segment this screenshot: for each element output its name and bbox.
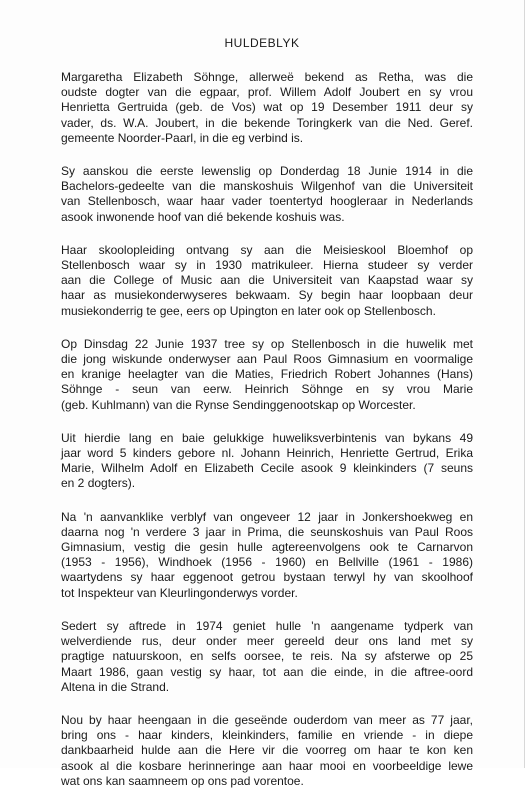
text-line: van Stellenbosch, waar haar vader toentertyd hoogleraar in Nederlands [61, 194, 473, 209]
text-line: welverdiende rus, deur onder meer gereeld deur ons land met sy [61, 634, 473, 649]
text-line: en kranige heelagter van die Maties, Friedrich Robert Johannes (Hans) [61, 367, 473, 382]
text-line: musiekonderrig te gee, eers op Upington en later ook op Stellenbosch. [61, 303, 436, 318]
paragraph-6 [61, 510, 473, 601]
paragraph-8 [61, 713, 473, 789]
text-line: jaar word 5 kinders gebore nl. Johann Heinrich, Henriette Gertrud, Erika [61, 446, 473, 461]
text-line: Maart 1986, gaan vestig sy haar, tot aan die einde, in die aftree-oord [61, 664, 473, 679]
text-line: aan die College of Music aan die Universiteit van Kaapstad waar sy [61, 273, 473, 288]
text-line: Gimnasium, vestig die gesin hulle agtereenvolgens ook te Carnarvon [61, 540, 473, 555]
paragraph-1 [61, 70, 473, 146]
paragraph-7 [61, 619, 473, 695]
text-line: pragtige natuurskoon, en selfs oorsee, te reis. Na sy afsterwe op 25 [61, 649, 473, 664]
text-line: Sy aanskou die eerste lewenslig op Donderdag 18 Junie 1914 in die [61, 164, 473, 179]
text-line: Op Dinsdag 22 Junie 1937 tree sy op Stellenbosch in die huwelik met [61, 336, 473, 351]
text-line: Stellenbosch waar sy in 1930 matrikuleer. Hierna studeer sy verder [61, 258, 473, 273]
text-line: bring ons - haar kinders, kleinkinders, familie en vriende - in diepe [61, 728, 473, 743]
text-line: Uit hierdie lang en baie gelukkige huweliksverbintenis van bykans 49 [61, 430, 473, 445]
text-line: tot Inspekteur van Kleurlingonderwys vorder. [61, 585, 298, 600]
text-line: wat ons kan saamneem op ons pad vorentoe. [61, 773, 304, 788]
paragraph-3 [61, 243, 473, 319]
text-line: Bachelors-gedeelte van die manskoshuis Wilgenhof van die Universiteit [61, 179, 473, 194]
paragraph-2 [61, 164, 473, 225]
paragraph-4 [61, 337, 473, 413]
page-title: HULDEBLYK [224, 36, 300, 50]
text-line: asook inwonende hoof van dié bekende koshuis was. [61, 209, 345, 224]
text-line: waartydens sy haar eggenoot getrou bystaan terwyl hy van skoolhoof [61, 570, 473, 585]
text-line: Sedert sy aftrede in 1974 geniet hulle 'n aangename tydperk van [61, 618, 473, 633]
text-line: die jong wiskunde onderwyser aan Paul Roos Gimnasium en voormalige [61, 352, 473, 367]
text-line: Altena in die Strand. [61, 679, 170, 694]
text-line: Henrietta Gertruida (geb. de Vos) wat op 19 Desember 1911 deur sy [61, 100, 473, 115]
text-line: asook al die kosbare herinneringe aan haar mooi en voorbeeldige lewe [61, 758, 473, 773]
text-line: haar as musiekonderwyseres bekwaam. Sy begin haar loopbaan deur [61, 288, 473, 303]
text-line: gemeente Noorder-Paarl, in die eg verbind is. [61, 130, 304, 145]
text-line: Nou by haar heengaan in die geseënde ouderdom van meer as 77 jaar, [61, 712, 473, 727]
text-line: (1953 - 1956), Windhoek (1956 - 1960) en Bellville (1961 - 1986) [61, 555, 473, 570]
text-line: oudste dogter van die egpaar, prof. Willem Adolf Joubert en sy vrou [61, 85, 473, 100]
text-line: dankbaarheid hulde aan die Here vir die voorreg om haar te kon ken [61, 743, 473, 758]
text-line: (geb. Kuhlmann) van die Rynse Sendinggenootskap op Worcester. [61, 397, 416, 412]
text-line: Haar skoolopleiding ontvang sy aan die Meisieskool Bloemhof op [61, 242, 473, 257]
text-line: Marie, Wilhelm Adolf en Elizabeth Cecile asook 9 kleinkinders (7 seuns [61, 461, 473, 476]
text-line: Margaretha Elizabeth Söhnge, allerweë bekend as Retha, was die [61, 70, 473, 84]
text-line: vader, ds. W.A. Joubert, in die bekende Toringkerk van die Ned. Geref. [61, 115, 473, 130]
paragraph-5 [61, 431, 473, 492]
tribute-body [61, 70, 473, 807]
text-line: en 2 dogters). [61, 476, 136, 491]
text-line: Söhnge - seun van eerw. Heinrich Söhnge en sy vrou Marie [61, 382, 473, 397]
text-line: daarna nog 'n verdere 3 jaar in Prima, die seunskoshuis van Paul Roos [61, 524, 473, 539]
text-line: Na 'n aanvanklike verblyf van ongeveer 12 jaar in Jonkershoekweg en [61, 509, 473, 524]
